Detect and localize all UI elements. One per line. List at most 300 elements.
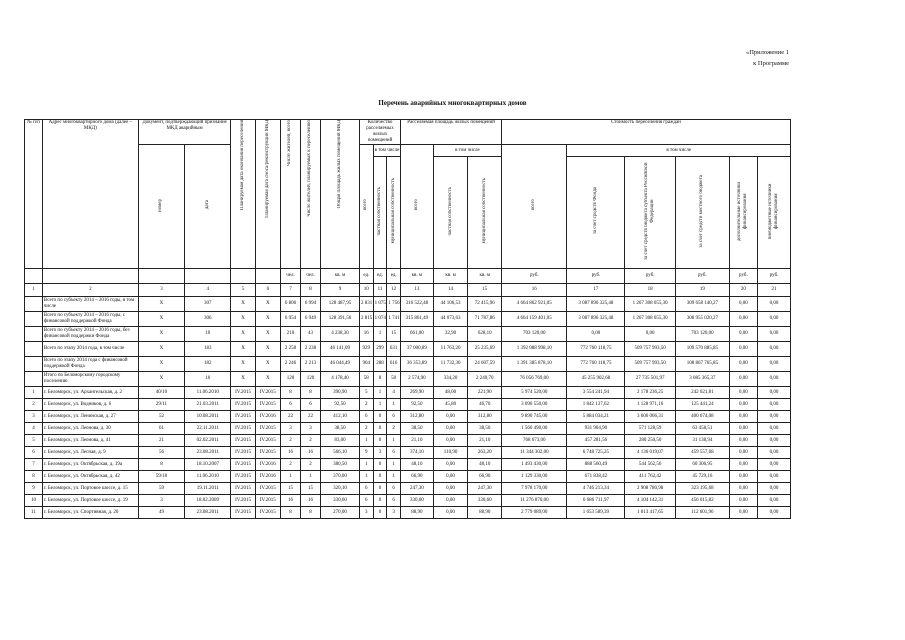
row-cell: IV.2015 xyxy=(255,495,280,507)
row-cell: 4 136 019,07 xyxy=(625,447,676,459)
row-cell: 59/18 xyxy=(138,471,184,483)
summary-cell: 109 570 885,85 xyxy=(675,342,729,357)
summary-cell: Х xyxy=(138,342,184,357)
summary-cell: 32,90 xyxy=(433,327,468,342)
summary-cell: 58 xyxy=(359,372,373,387)
column-number: 3 xyxy=(138,284,184,297)
summary-cell: 0,00 xyxy=(758,357,791,372)
column-number: 17 xyxy=(567,284,625,297)
row-cell: 0,00 xyxy=(729,447,757,459)
row-cell: 83,00 xyxy=(320,435,359,447)
column-number: 1 xyxy=(25,284,43,297)
summary-label: Всего по этапу 2014 года, в том числе xyxy=(42,342,138,357)
row-cell: 6 xyxy=(25,447,43,459)
row-cell: 4 104 142,31 xyxy=(625,495,676,507)
unit-cell-empty xyxy=(42,269,138,284)
summary-cell: 1 741 xyxy=(387,312,401,327)
summary-row xyxy=(25,372,791,387)
header-rooms-incl: в том числе xyxy=(373,145,400,157)
row-cell: IV.2015 xyxy=(231,471,255,483)
summary-cell: 71 787,86 xyxy=(468,312,502,327)
column-number: 10 xyxy=(359,284,373,297)
row-cell: 10 xyxy=(25,495,43,507)
row-cell: 7 xyxy=(25,459,43,471)
header-doc-date: дата xyxy=(185,145,231,269)
summary-cell: Х xyxy=(138,372,184,387)
summary-cell: 3 087 896 325,48 xyxy=(567,297,625,312)
row-address: г. Беломорск, ул. Архангельская, д. 2 xyxy=(42,387,138,399)
row-cell: 9 890 745,00 xyxy=(502,411,567,423)
row-cell: 3 xyxy=(300,423,320,435)
row-cell: IV.2016 xyxy=(255,411,280,423)
row-cell: 16 xyxy=(280,447,300,459)
row-cell: 2 xyxy=(359,399,373,411)
row-cell: 52 xyxy=(138,411,184,423)
summary-cell: 509 757 993,50 xyxy=(625,342,676,357)
row-cell: 23.08.2011 xyxy=(185,507,231,519)
summary-cell: 3 085 365,37 xyxy=(675,372,729,387)
summary-cell: 27 735 501,97 xyxy=(625,372,676,387)
summary-cell: 904 xyxy=(359,357,373,372)
row-cell: 48,00 xyxy=(433,387,468,399)
row-cell: 280 250,50 xyxy=(625,435,676,447)
row-cell: 459 557,68 xyxy=(675,447,729,459)
column-numbers-row xyxy=(25,284,791,297)
row-cell: 2 xyxy=(359,423,373,435)
summary-cell: 11 732,30 xyxy=(433,357,468,372)
row-cell: 8 xyxy=(25,471,43,483)
summary-cell: 46 141,09 xyxy=(320,342,359,357)
row-cell: 412,10 xyxy=(320,411,359,423)
summary-cell: 4 238,30 xyxy=(320,327,359,342)
header-living-area: Общая площадь жилых помещений МКД xyxy=(320,120,359,269)
summary-cell: 316 522,48 xyxy=(401,297,434,312)
row-cell: 0,00 xyxy=(729,411,757,423)
row-cell: 8 xyxy=(300,507,320,519)
summary-cell: 16 xyxy=(185,372,231,387)
row-cell: 8 xyxy=(280,507,300,519)
summary-cell: 1 074 xyxy=(373,312,387,327)
header-document: Документ, подтверждающий признание МКД аварийным xyxy=(138,120,231,145)
column-number: 2 xyxy=(42,284,138,297)
row-cell: 5 884 034,21 xyxy=(567,411,625,423)
summary-cell: Х xyxy=(138,357,184,372)
row-cell: 3 096 550,00 xyxy=(502,399,567,411)
row-cell: IV.2016 xyxy=(255,459,280,471)
row-cell: 63 458,51 xyxy=(675,423,729,435)
column-number: 14 xyxy=(433,284,468,297)
row-cell: 1 xyxy=(359,435,373,447)
summary-cell: 616 xyxy=(387,357,401,372)
summary-row xyxy=(25,327,791,342)
row-cell: 1 xyxy=(387,459,401,471)
row-cell: 66,90 xyxy=(401,471,434,483)
row-cell: 16 xyxy=(300,447,320,459)
row-cell: 4 xyxy=(25,423,43,435)
row-address: г. Беломорск, ул. Октябрьская, д. 19а xyxy=(42,459,138,471)
row-cell: 6 xyxy=(300,399,320,411)
summary-cell: 44 106,53 xyxy=(433,297,468,312)
row-cell: IV.2015 xyxy=(231,483,255,495)
unit-cell-empty xyxy=(255,269,280,284)
unit-cell: руб. xyxy=(502,269,567,284)
summary-cell: 6 954 xyxy=(280,312,300,327)
emergency-houses-table xyxy=(24,119,791,519)
summary-cell: 2 240,70 xyxy=(468,372,502,387)
row-cell: 11 xyxy=(25,507,43,519)
row-cell: 45 729,16 xyxy=(675,471,729,483)
row-cell: 390,90 xyxy=(320,387,359,399)
row-cell: 16 xyxy=(280,495,300,507)
summary-cell: Х xyxy=(138,297,184,312)
row-cell: 3 xyxy=(138,495,184,507)
summary-cell: 37 000,89 xyxy=(401,342,434,357)
summary-cell: 315 861,49 xyxy=(401,312,434,327)
row-cell: 02.02.2011 xyxy=(185,435,231,447)
header-num: № п/п xyxy=(25,120,43,269)
summary-cell: 628,10 xyxy=(468,327,502,342)
header-row-2 xyxy=(25,145,791,157)
row-cell: IV.2015 xyxy=(231,435,255,447)
header-cost-total: всего xyxy=(502,145,567,269)
row-cell: 4 xyxy=(387,387,401,399)
row-cell: 270,00 xyxy=(320,507,359,519)
summary-cell: 2 574,90 xyxy=(401,372,434,387)
row-cell: 456 015,82 xyxy=(675,495,729,507)
summary-cell: 46 044,49 xyxy=(320,357,359,372)
table-row xyxy=(25,387,791,399)
column-number: 19 xyxy=(675,284,729,297)
summary-cell: Х xyxy=(231,312,255,327)
row-cell: 3 xyxy=(280,423,300,435)
summary-cell: 0,00 xyxy=(758,297,791,312)
row-cell: 1 xyxy=(359,459,373,471)
summary-cell: 1 392 088 998,10 xyxy=(502,342,567,357)
row-cell: 3 554 241,94 xyxy=(567,387,625,399)
row-cell: 66,90 xyxy=(468,471,502,483)
row-cell: 6 xyxy=(387,483,401,495)
row-cell: 269,90 xyxy=(401,387,434,399)
row-cell: 571 128,59 xyxy=(625,423,676,435)
unit-cell: руб. xyxy=(675,269,729,284)
row-cell: 0,00 xyxy=(433,423,468,435)
unit-cell: кв. м xyxy=(433,269,468,284)
row-cell: 6 xyxy=(359,411,373,423)
row-cell: 6 748 725,25 xyxy=(567,447,625,459)
row-cell: 38,50 xyxy=(320,423,359,435)
summary-cell: Х xyxy=(138,312,184,327)
summary-label: Всего по субъекту 2014 – 2016 годы, в том числе xyxy=(42,297,138,312)
row-cell: 0,00 xyxy=(729,507,757,519)
summary-cell: 299 xyxy=(373,342,387,357)
summary-cell: 183 xyxy=(185,342,231,357)
summary-cell: 0,00 xyxy=(758,372,791,387)
summary-cell: 6 994 xyxy=(300,297,320,312)
summary-label: Всего по субъекту 2014 – 2016 годы, без финансовой поддержки Фонда xyxy=(42,327,138,342)
header-cost: Стоимость переселения граждан xyxy=(502,120,791,145)
row-address: г. Беломорск, ул. Ленинская, д. 27 xyxy=(42,411,138,423)
unit-cell: ед. xyxy=(373,269,387,284)
unit-cell-empty xyxy=(185,269,231,284)
row-cell: 1 xyxy=(387,471,401,483)
row-cell: IV.2016 xyxy=(255,471,280,483)
appendix-line-1: «Приложение 1 xyxy=(745,49,789,56)
row-cell: 19.11.2011 xyxy=(185,483,231,495)
row-address: г. Беломорск, ул. Портовое шоссе, д. 19 xyxy=(42,495,138,507)
row-cell: 46,70 xyxy=(468,399,502,411)
row-cell: 15 xyxy=(280,483,300,495)
header-cost-extra: дополнительные источники финансирования xyxy=(729,157,757,269)
row-cell: 0,00 xyxy=(758,459,791,471)
row-cell: 22 xyxy=(280,411,300,423)
unit-cell: руб. xyxy=(729,269,757,284)
row-cell: 15 xyxy=(300,483,320,495)
row-cell: 0,00 xyxy=(433,507,468,519)
summary-cell: 6 806 xyxy=(280,297,300,312)
row-cell: 330,60 xyxy=(401,495,434,507)
table-row xyxy=(25,495,791,507)
table-row xyxy=(25,507,791,519)
row-cell: 544 562,56 xyxy=(625,459,676,471)
unit-cell: чел. xyxy=(300,269,320,284)
summary-cell: 108 867 765,85 xyxy=(675,357,729,372)
summary-cell: 1 075 xyxy=(373,297,387,312)
row-cell: 2 178 236,25 xyxy=(625,387,676,399)
summary-cell: Х xyxy=(231,372,255,387)
row-cell: 2 xyxy=(387,423,401,435)
row-cell: 263,20 xyxy=(468,447,502,459)
row-cell: 0,00 xyxy=(729,387,757,399)
summary-label: Итого по Беломорскому городскому поселению xyxy=(42,372,138,387)
row-cell: 21.03.2011 xyxy=(185,399,231,411)
unit-cell: кв. м xyxy=(401,269,434,284)
row-cell: 56 xyxy=(138,447,184,459)
row-cell: 1 013 417,65 xyxy=(625,507,676,519)
unit-cell: чел. xyxy=(280,269,300,284)
row-cell: 60 306,95 xyxy=(675,459,729,471)
row-cell: 125 441,24 xyxy=(675,399,729,411)
summary-cell: 309 658 140,27 xyxy=(675,297,729,312)
summary-cell: 4 664 862 921,05 xyxy=(502,297,567,312)
row-cell: IV.2015 xyxy=(255,423,280,435)
row-cell: 11 276 870,00 xyxy=(502,495,567,507)
appendix-line-2: к Программе xyxy=(753,60,789,67)
row-cell: 931 904,90 xyxy=(567,423,625,435)
header-area-incl: в том числе xyxy=(433,145,501,157)
column-number: 12 xyxy=(387,284,401,297)
row-cell: IV.2015 xyxy=(231,507,255,519)
row-cell: 9 xyxy=(359,447,373,459)
row-cell: 0,00 xyxy=(758,411,791,423)
row-cell: 92,50 xyxy=(320,399,359,411)
summary-cell: 50 xyxy=(387,372,401,387)
row-cell: 11 344 302,00 xyxy=(502,447,567,459)
summary-cell: 0,00 xyxy=(729,342,757,357)
summary-cell: 8 xyxy=(373,372,387,387)
table-row xyxy=(25,423,791,435)
column-number: 7 xyxy=(280,284,300,297)
column-number: 11 xyxy=(373,284,387,297)
row-cell: 31 138,94 xyxy=(675,435,729,447)
summary-cell: 6 949 xyxy=(300,312,320,327)
summary-cell: 703 120,00 xyxy=(675,327,729,342)
row-cell: 61 xyxy=(138,423,184,435)
row-cell: 1 xyxy=(359,471,373,483)
row-cell: 48,10 xyxy=(468,459,502,471)
header-cost-incl: в том числе xyxy=(567,145,791,157)
summary-cell: 1 267 308 055,30 xyxy=(625,297,676,312)
row-cell: 0,00 xyxy=(729,423,757,435)
summary-row xyxy=(25,312,791,327)
row-cell: IV.2015 xyxy=(231,459,255,471)
summary-cell: 1 756 xyxy=(387,297,401,312)
row-cell: 1 xyxy=(373,387,387,399)
row-cell: 0,00 xyxy=(433,495,468,507)
row-cell: 1 129 330,00 xyxy=(502,471,567,483)
row-cell: 370,00 xyxy=(320,471,359,483)
summary-cell: 72 415,96 xyxy=(468,297,502,312)
summary-cell: 45 255 902,68 xyxy=(567,372,625,387)
row-cell: 0,00 xyxy=(758,471,791,483)
summary-cell: 128 391,56 xyxy=(320,312,359,327)
row-cell: 3 xyxy=(359,507,373,519)
summary-cell: Х xyxy=(231,297,255,312)
row-cell: 9 xyxy=(25,483,43,495)
row-cell: 1 128 971,16 xyxy=(625,399,676,411)
row-cell: 8 xyxy=(280,387,300,399)
summary-cell: 16 xyxy=(359,327,373,342)
row-cell: 0,00 xyxy=(758,399,791,411)
row-cell: 411 762,42 xyxy=(625,471,676,483)
row-cell: IV.2015 xyxy=(255,483,280,495)
summary-cell: 2 238 xyxy=(300,342,320,357)
row-cell: 88,90 xyxy=(401,507,434,519)
column-number: 6 xyxy=(255,284,280,297)
unit-cell: руб. xyxy=(758,269,791,284)
row-cell: 312,80 xyxy=(468,411,502,423)
column-number: 8 xyxy=(300,284,320,297)
table-row xyxy=(25,435,791,447)
row-cell: IV.2015 xyxy=(255,435,280,447)
document-title: Перечень аварийных многоквартирных домов xyxy=(378,99,527,107)
summary-cell: 1 xyxy=(373,327,387,342)
row-cell: 59 xyxy=(138,483,184,495)
row-cell: 0,00 xyxy=(758,387,791,399)
row-cell: 1 xyxy=(373,399,387,411)
row-cell: 2 xyxy=(300,435,320,447)
summary-cell: 36 353,89 xyxy=(401,357,434,372)
row-cell: IV.2015 xyxy=(231,411,255,423)
summary-cell: 1 267 308 055,30 xyxy=(625,312,676,327)
header-planned-resettlement: Планируемая дата окончания переселения xyxy=(231,120,255,269)
header-planned-demolition: Планируемая дата сноса/реконструкции МКД xyxy=(255,120,280,269)
row-cell: IV.2015 xyxy=(231,387,255,399)
summary-cell: Х xyxy=(231,327,255,342)
row-cell: 374,10 xyxy=(401,447,434,459)
row-cell: 0,00 xyxy=(433,471,468,483)
row-cell: 1 xyxy=(280,471,300,483)
header-cost-extra-budget: внебюджетные источники финансирования xyxy=(758,157,791,269)
summary-label: Всего по этапу 2014 года с финансовой поддержкой Фонда xyxy=(42,357,138,372)
header-area-private: частная собственность xyxy=(433,157,468,269)
row-cell: 400 674,08 xyxy=(675,411,729,423)
unit-cell: руб. xyxy=(567,269,625,284)
summary-cell: 11 763,20 xyxy=(433,342,468,357)
row-cell: 2 779 089,00 xyxy=(502,507,567,519)
summary-cell: Х xyxy=(138,327,184,342)
row-cell: 38,50 xyxy=(468,423,502,435)
row-cell: 29/11 xyxy=(138,399,184,411)
summary-cell: 288 xyxy=(373,357,387,372)
row-cell: 0 xyxy=(373,495,387,507)
row-cell: 0 xyxy=(373,471,387,483)
table-row xyxy=(25,471,791,483)
row-cell: 3 xyxy=(387,507,401,519)
unit-cell: руб. xyxy=(625,269,676,284)
summary-cell: 10 xyxy=(185,327,231,342)
row-cell: 4 746 213,34 xyxy=(567,483,625,495)
summary-cell: 2 258 xyxy=(280,342,300,357)
row-cell: 2 xyxy=(280,435,300,447)
summary-cell: 0,00 xyxy=(758,312,791,327)
summary-cell: Х xyxy=(255,372,280,387)
header-rooms-count: Количество расселяемых жилых помещений xyxy=(359,120,400,145)
row-cell: 1 xyxy=(387,435,401,447)
row-cell: 16 xyxy=(300,495,320,507)
unit-cell: ед. xyxy=(359,269,373,284)
column-number: 13 xyxy=(401,284,434,297)
table-row xyxy=(25,483,791,495)
row-cell: 1 xyxy=(25,387,43,399)
row-cell: 0,00 xyxy=(758,447,791,459)
summary-num xyxy=(25,312,43,327)
summary-cell: 0,00 xyxy=(729,312,757,327)
row-cell: 312,80 xyxy=(401,411,434,423)
column-number: 20 xyxy=(729,284,757,297)
summary-cell: Х xyxy=(255,297,280,312)
row-cell: 21,10 xyxy=(468,435,502,447)
summary-cell: 2 815 xyxy=(359,312,373,327)
row-cell: 6 xyxy=(359,495,373,507)
units-row xyxy=(25,269,791,284)
row-cell: 768 673,00 xyxy=(502,435,567,447)
summary-cell: 0,00 xyxy=(625,327,676,342)
summary-cell: 4 664 159 401,05 xyxy=(502,312,567,327)
row-cell: 0,00 xyxy=(729,435,757,447)
row-address: г. Беломорск, ул. Леонова, д. 41 xyxy=(42,435,138,447)
row-cell: 18.10.2007 xyxy=(185,459,231,471)
row-cell: 221,90 xyxy=(468,387,502,399)
unit-cell-empty xyxy=(25,269,43,284)
row-cell: 5 xyxy=(359,387,373,399)
header-rooms-private: частная собственность xyxy=(373,157,387,269)
row-cell: 330,60 xyxy=(320,495,359,507)
table-row xyxy=(25,459,791,471)
row-cell: 0,00 xyxy=(729,483,757,495)
row-cell: 0 xyxy=(373,411,387,423)
row-cell: 88,90 xyxy=(468,507,502,519)
summary-cell: 43 xyxy=(300,327,320,342)
summary-cell: 0,00 xyxy=(758,342,791,357)
unit-cell: ед. xyxy=(387,269,401,284)
row-cell: 0,00 xyxy=(758,507,791,519)
row-cell: 21,10 xyxy=(401,435,434,447)
row-cell: 1 653 589,39 xyxy=(567,507,625,519)
summary-cell: 334,20 xyxy=(433,372,468,387)
summary-cell: 2 831 xyxy=(359,297,373,312)
column-number: 9 xyxy=(320,284,359,297)
row-cell: 0,00 xyxy=(729,471,757,483)
